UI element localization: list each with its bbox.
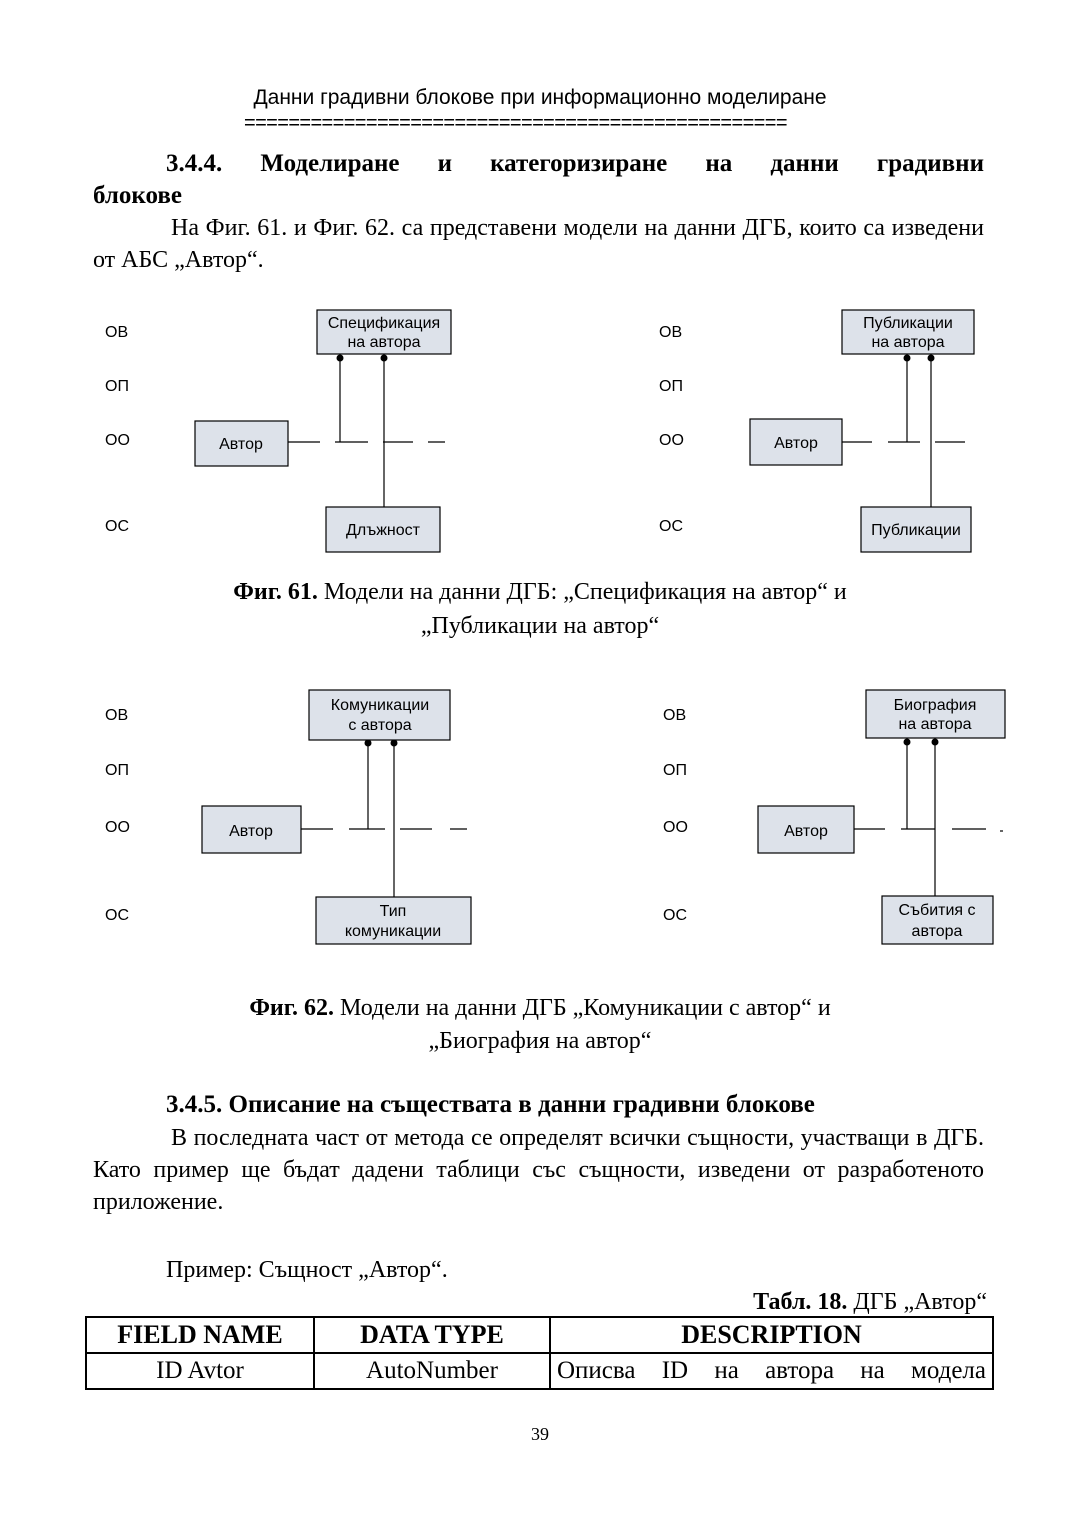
section-heading-344-cont: блокове [93, 182, 182, 209]
level-oo: ОО [105, 432, 130, 449]
section-heading-344: 3.4.4. Моделиране и категоризиране на данни градивни [166, 150, 984, 177]
level-oo: ОО [663, 819, 688, 836]
entity-label-bottom: Публикации [871, 522, 961, 539]
entity-label-top: Комуникации [330, 697, 430, 714]
entity-label-bottom-2: комуникации [344, 923, 442, 940]
level-op: ОП [105, 378, 129, 395]
header-field-name: FIELD NAME [86, 1317, 314, 1353]
figure-caption-62 [0, 992, 1080, 1024]
entity-label-top-2: на автора [898, 716, 972, 733]
level-ov: ОВ [105, 707, 129, 724]
level-ov: ОВ [659, 324, 683, 341]
section-heading-345: 3.4.5. Описание на съществата в данни градивни блокове [166, 1091, 815, 1118]
intro-paragraph: На Фиг. 61. и Фиг. 62. са представени модели на данни ДГБ, които са изведени от АБС „Автор“. [93, 215, 984, 273]
entity-label-bottom: Длъжност [346, 522, 420, 539]
level-os: ОС [105, 518, 129, 535]
running-header: Данни градивни блокове при информационно моделиране [253, 86, 827, 109]
table-label: Табл. 18. [753, 1289, 848, 1315]
entity-table [85, 1316, 994, 1390]
entity-label-top-2: с автора [348, 717, 412, 734]
level-op: ОП [663, 762, 687, 779]
figure-caption-61-cont: „Публикации на автор“ [420, 613, 660, 639]
entity-label-top: Публикации [863, 315, 953, 332]
level-op: ОП [659, 378, 683, 395]
entity-label-top: Биография [893, 697, 977, 714]
level-oo: ОО [659, 432, 684, 449]
model-communications [202, 690, 471, 944]
header-data-type: DATA TYPE [314, 1317, 550, 1353]
level-ov: ОВ [663, 707, 687, 724]
page-number: 39 [531, 1424, 549, 1444]
entity-label-top-2: на автора [871, 334, 945, 351]
header-description: DESCRIPTION [550, 1317, 993, 1353]
entity-label-top-2: на автора [347, 334, 421, 351]
table-header-row [86, 1317, 993, 1353]
table-caption-text: ДГБ „Автор“ [847, 1289, 987, 1315]
table-row [86, 1353, 993, 1389]
header-rule: ================================================= [244, 112, 787, 134]
level-op: ОП [105, 762, 129, 779]
entity-label-bottom-2: автора [911, 923, 963, 940]
body-paragraph: В последната част от метода се определят всички същности, участващи в ДГБ. Като пример ще бъдат дадени таблици със същности, изведени от разработеното приложение. [93, 1125, 984, 1215]
level-ov: ОВ [105, 324, 129, 341]
entity-label-bottom: Тип [379, 903, 407, 920]
cell-field-name: ID Avtor [86, 1353, 314, 1389]
entity-label-author: Автор [219, 436, 263, 453]
level-os: ОС [659, 518, 683, 535]
entity-label-author: Автор [784, 823, 828, 840]
entity-label-bottom: Събития с [898, 902, 976, 919]
caption-text: Модели на данни ДГБ: „Спецификация на автор“ и [317, 579, 847, 605]
level-os: ОС [105, 907, 129, 924]
level-os: ОС [663, 907, 687, 924]
entity-label-author: Автор [774, 435, 818, 452]
figure-label: Фиг. 61. [233, 579, 318, 605]
table-caption [753, 1286, 987, 1318]
caption-text: Модели на данни ДГБ „Комуникации с автор“ и [333, 995, 831, 1021]
figure-label: Фиг. 62. [249, 995, 334, 1021]
cell-data-type: AutoNumber [314, 1353, 550, 1389]
cell-description: Описва ID на автора на модела [550, 1353, 993, 1389]
level-oo: ОО [105, 819, 130, 836]
entity-label-author: Автор [229, 823, 273, 840]
entity-label-top: Спецификация [327, 315, 441, 332]
figure-caption-62-cont: „Биография на автор“ [428, 1028, 652, 1054]
example-line: Пример: Същност „Автор“. [166, 1257, 448, 1283]
figure-caption-61 [0, 576, 1080, 608]
